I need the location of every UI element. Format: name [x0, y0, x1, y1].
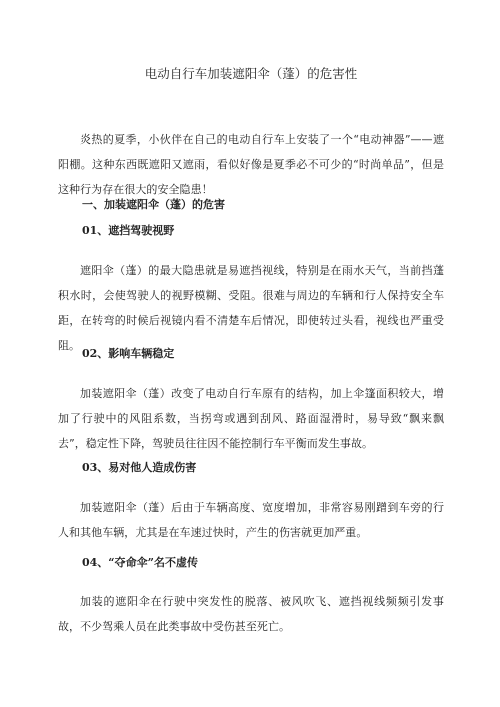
item-heading-03: 03、易对他人造成伤害: [82, 461, 197, 474]
item-paragraph-02: 加装遮阳伞（蓬）改变了电动自行车原有的结构，加上伞篷面积较大，增加了行驶中的风阻系数，当拐弯或遇到刮风、路面湿滑时，易导致“飘来飘去”，稳定性下降，驾驶员往往因不能控制行车平衡而发生事故。: [58, 387, 444, 450]
item-paragraph-04: 加装的遮阳伞在行驶中突发性的脱落、被风吹飞、遮挡视线频频引发事故，不少驾乘人员在此类事故中受伤甚至死亡。: [58, 595, 444, 633]
item-paragraph-01: 遮阳伞（蓬）的最大隐患就是易遮挡视线，特别是在雨水天气，当前挡蓬积水时，会使驾驶人的视野模糊、受阻。很难与周边的车辆和行人保持安全车距，在转弯的时候后视镜内看不清楚车后情况，即使转过头看，视线也严重受阻。: [58, 264, 444, 352]
item-paragraph-03: 加装遮阳伞（蓬）后由于车辆高度、宽度增加，非常容易刚蹭到车旁的行人和其他车辆，尤其是在车速过快时，产生的伤害就更加严重。: [58, 501, 444, 539]
item-heading-01: 01、遮挡驾驶视野: [82, 224, 175, 237]
document-title: 电动自行车加装遮阳伞（蓬）的危害性: [144, 66, 358, 81]
item-heading-02: 02、影响车辆稳定: [82, 347, 175, 360]
item-heading-04: 04、“夺命伞”名不虚传: [82, 556, 198, 569]
section-heading: 一、加装遮阳伞（蓬）的危害: [82, 198, 225, 211]
intro-paragraph: 炎热的夏季，小伙伴在自己的电动自行车上安装了一个“电动神器”——遮阳棚。这种东西既遮阳又遮雨，看似好像是夏季必不可少的“时尚单品”，但是这种行为存在很大的安全隐患！: [58, 133, 444, 196]
